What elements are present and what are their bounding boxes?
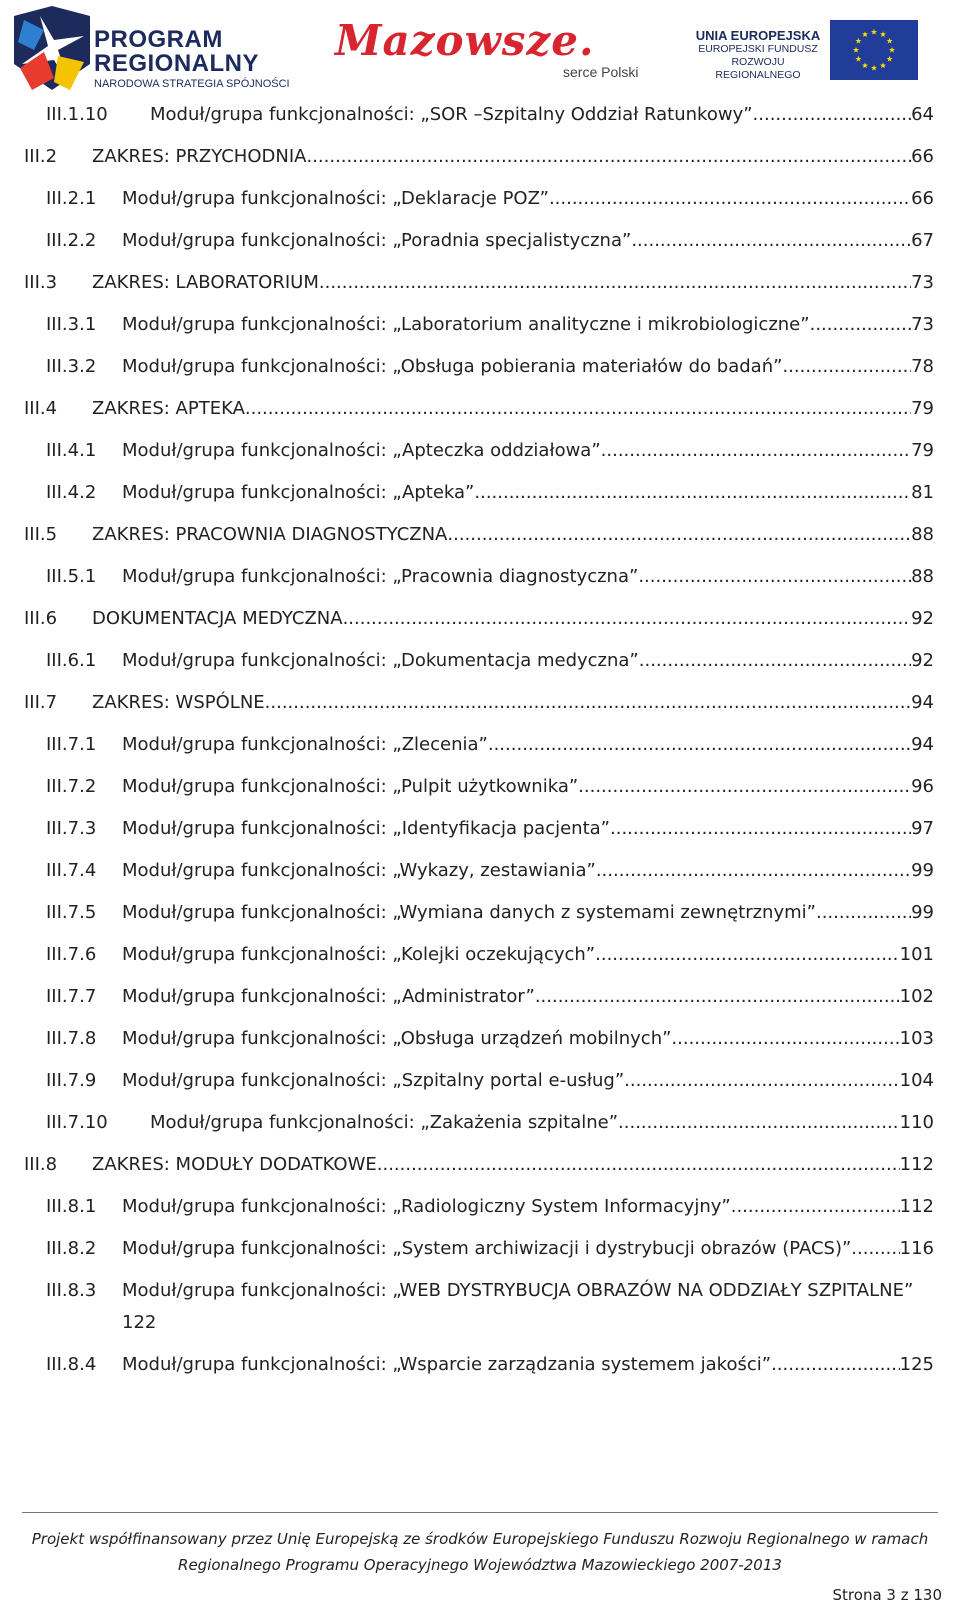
toc-entry[interactable] — [0, 94, 960, 136]
eu-star-icon — [871, 29, 877, 35]
toc-entry-page: 96 — [911, 776, 934, 797]
toc-leader-dots — [265, 682, 911, 724]
toc-entry-title: Moduł/grupa funkcjonalności: „System archiwizacji i dystrybucji obrazów (PACS)” — [122, 1238, 852, 1259]
toc-entry-page: 94 — [911, 692, 934, 713]
toc-leader-dots — [624, 1060, 899, 1102]
toc-entry-title: Moduł/grupa funkcjonalności: „Zlecenia” — [122, 734, 488, 755]
eu-logo-line3: ROZWOJU REGIONALNEGO — [715, 56, 801, 81]
toc-entry-number: III.5 — [24, 524, 58, 545]
toc-entry-number: III.3.2 — [46, 356, 97, 377]
toc-entry-title: Moduł/grupa funkcjonalności: „Wykazy, zestawiania” — [122, 860, 596, 881]
toc-leader-dots — [578, 766, 911, 808]
toc-entry[interactable] — [0, 1344, 960, 1386]
toc-entry-title: Moduł/grupa funkcjonalności: „SOR –Szpitalny Oddział Ratunkowy” — [150, 104, 753, 125]
toc-leader-dots — [343, 598, 912, 640]
program-logo-line2: REGIONALNY — [94, 50, 260, 77]
eu-logo-line2: EUROPEJSKI FUNDUSZ — [698, 43, 818, 55]
toc-entry-page: 79 — [911, 398, 934, 419]
toc-entry-number: III.6.1 — [46, 650, 97, 671]
toc-entry-page: 92 — [911, 650, 934, 671]
toc-entry-title: ZAKRES: WSPÓLNE — [92, 692, 265, 713]
toc-entry-title: Moduł/grupa funkcjonalności: „Wsparcie zarządzania systemem jakości” — [122, 1354, 772, 1375]
toc-entry-page: 112 — [899, 1154, 934, 1175]
toc-entry-title: ZAKRES: MODUŁY DODATKOWE — [92, 1154, 377, 1175]
toc-entry-page: 110 — [899, 1112, 934, 1133]
toc-entry-title: Moduł/grupa funkcjonalności: „Deklaracje POZ” — [122, 188, 549, 209]
page-header — [0, 0, 960, 92]
toc-leader-dots — [851, 1228, 899, 1270]
toc-entry[interactable] — [0, 598, 960, 640]
toc-entry[interactable] — [0, 430, 960, 472]
toc-entry[interactable] — [0, 1102, 960, 1144]
eu-star-icon — [853, 47, 859, 53]
toc-entry-page: 92 — [911, 608, 934, 629]
toc-entry-page: 103 — [899, 1028, 934, 1049]
toc-entry-title: Moduł/grupa funkcjonalności: „Laboratorium analityczne i mikrobiologiczne” — [122, 314, 810, 335]
eu-star-icon — [855, 56, 861, 62]
toc-entry-number: III.7.6 — [46, 944, 97, 965]
toc-entry-title: Moduł/grupa funkcjonalności: „Apteczka oddziałowa” — [122, 440, 601, 461]
toc-entry-title: Moduł/grupa funkcjonalności: „Szpitalny portal e-usług” — [122, 1070, 625, 1091]
toc-entry[interactable] — [0, 1228, 960, 1270]
toc-entry-title: Moduł/grupa funkcjonalności: „Pulpit użytkownika” — [122, 776, 579, 797]
footer-text — [0, 1526, 960, 1578]
eu-star-icon — [887, 38, 893, 44]
toc-leader-dots — [782, 346, 911, 388]
toc-entry[interactable] — [0, 346, 960, 388]
toc-entry-title: Moduł/grupa funkcjonalności: „Obsługa urządzeń mobilnych” — [122, 1028, 672, 1049]
toc-entry[interactable] — [0, 304, 960, 346]
toc-entry-title: Moduł/grupa funkcjonalności: „Obsługa pobierania materiałów do badań” — [122, 356, 783, 377]
toc-leader-dots — [535, 976, 900, 1018]
toc-entry-title: ZAKRES: PRACOWNIA DIAGNOSTYCZNA — [92, 524, 448, 545]
toc-entry-page: 79 — [911, 440, 934, 461]
toc-entry[interactable] — [0, 220, 960, 262]
toc-entry[interactable] — [0, 808, 960, 850]
toc-entry-page: 99 — [911, 860, 934, 881]
toc-entry-title: Moduł/grupa funkcjonalności: „Pracownia diagnostyczna” — [122, 566, 639, 587]
eu-star-icon — [887, 56, 893, 62]
toc-leader-dots — [596, 850, 911, 892]
table-of-contents — [0, 94, 960, 1386]
toc-entry-title: Moduł/grupa funkcjonalności: „Wymiana danych z systemami zewnętrznymi” — [122, 902, 816, 923]
toc-entry-title: Moduł/grupa funkcjonalności: „Poradnia specjalistyczna” — [122, 230, 632, 251]
toc-leader-dots — [771, 1344, 900, 1386]
toc-entry-number: III.2 — [24, 146, 58, 167]
eu-star-icon — [855, 38, 861, 44]
toc-leader-dots — [671, 1018, 899, 1060]
toc-entry-page: 122 — [122, 1312, 157, 1333]
toc-leader-dots — [549, 178, 911, 220]
eu-logo-text — [688, 28, 828, 82]
toc-leader-dots — [377, 1144, 900, 1186]
eu-star-icon — [862, 31, 868, 37]
toc-entry-number: III.4 — [24, 398, 58, 419]
toc-leader-dots — [447, 514, 911, 556]
toc-entry[interactable] — [0, 976, 960, 1018]
toc-entry-number: III.3.1 — [46, 314, 97, 335]
mazowsze-tagline: serce Polski — [563, 64, 639, 80]
toc-entry[interactable] — [0, 1186, 960, 1228]
toc-entry-number: III.8.1 — [46, 1196, 97, 1217]
toc-entry-number: III.5.1 — [46, 566, 97, 587]
toc-leader-dots — [306, 136, 911, 178]
toc-entry-page: 112 — [899, 1196, 934, 1217]
toc-entry-number: III.7.5 — [46, 902, 97, 923]
star-emblem-icon — [14, 6, 90, 90]
toc-leader-dots — [601, 430, 911, 472]
toc-entry[interactable] — [0, 472, 960, 514]
eu-star-icon — [871, 65, 877, 71]
toc-entry-number: III.7.8 — [46, 1028, 97, 1049]
program-logo-line3: NARODOWA STRATEGIA SPÓJNOŚCI — [94, 78, 290, 90]
toc-leader-dots — [816, 892, 911, 934]
toc-entry-title: ZAKRES: APTEKA — [92, 398, 245, 419]
toc-entry-title: Moduł/grupa funkcjonalności: „Radiologiczny System Informacyjny” — [122, 1196, 731, 1217]
toc-entry-number: III.6 — [24, 608, 58, 629]
toc-entry-page: 73 — [911, 314, 934, 335]
toc-entry-page: 81 — [911, 482, 934, 503]
toc-entry[interactable] — [0, 640, 960, 682]
toc-entry[interactable] — [0, 178, 960, 220]
toc-leader-dots — [618, 1102, 900, 1144]
toc-entry-title: Moduł/grupa funkcjonalności: „WEB DYSTRYBUCJA OBRAZÓW NA ODDZIAŁY SZPITALNE” — [122, 1280, 914, 1301]
toc-entry-page: 116 — [899, 1238, 934, 1259]
toc-entry-page: 88 — [911, 566, 934, 587]
footer-divider — [22, 1512, 938, 1513]
toc-entry-title: Moduł/grupa funkcjonalności: „Apteka” — [122, 482, 475, 503]
toc-entry[interactable] — [0, 388, 960, 430]
toc-leader-dots — [810, 304, 912, 346]
toc-entry-page: 78 — [911, 356, 934, 377]
toc-entry-page: 64 — [911, 104, 934, 125]
toc-leader-dots — [639, 640, 911, 682]
toc-entry[interactable] — [0, 136, 960, 178]
toc-entry-title: Moduł/grupa funkcjonalności: „Dokumentacja medyczna” — [122, 650, 639, 671]
toc-entry-number: III.3 — [24, 272, 58, 293]
footer-line1: Projekt współfinansowany przez Unię Europejską ze środków Europejskiego Funduszu Rozwoju Regionalnego w ramach — [31, 1530, 929, 1548]
toc-entry-number: III.7.4 — [46, 860, 97, 881]
eu-logo-line1: UNIA EUROPEJSKA — [695, 28, 821, 43]
toc-entry-title: DOKUMENTACJA MEDYCZNA — [92, 608, 343, 629]
toc-entry-number: III.7.3 — [46, 818, 97, 839]
toc-entry-page: 102 — [899, 986, 934, 1007]
toc-entry[interactable] — [0, 850, 960, 892]
eu-flag-icon — [830, 20, 918, 80]
toc-entry-page: 101 — [899, 944, 934, 965]
toc-entry-page: 94 — [911, 734, 934, 755]
toc-entry[interactable] — [0, 556, 960, 598]
toc-leader-dots — [610, 808, 911, 850]
toc-leader-dots — [731, 1186, 900, 1228]
toc-entry-page: 88 — [911, 524, 934, 545]
toc-entry[interactable] — [0, 766, 960, 808]
eu-star-icon — [880, 62, 886, 68]
toc-entry-title: Moduł/grupa funkcjonalności: „Identyfikacja pacjenta” — [122, 818, 611, 839]
toc-entry-page: 66 — [911, 146, 934, 167]
toc-entry[interactable] — [0, 682, 960, 724]
toc-entry[interactable] — [0, 262, 960, 304]
eu-star-icon — [880, 31, 886, 37]
toc-entry-number: III.7 — [24, 692, 58, 713]
toc-entry[interactable] — [0, 934, 960, 976]
toc-leader-dots — [488, 724, 911, 766]
toc-entry-number: III.7.1 — [46, 734, 97, 755]
toc-entry-page: 66 — [911, 188, 934, 209]
toc-leader-dots — [319, 262, 911, 304]
toc-entry[interactable] — [0, 724, 960, 766]
mazowsze-wordmark: Mazowsze. — [335, 16, 595, 65]
toc-entry-title: ZAKRES: LABORATORIUM — [92, 272, 319, 293]
toc-entry[interactable] — [0, 1060, 960, 1102]
toc-entry-page: 67 — [911, 230, 934, 251]
eu-star-icon — [862, 62, 868, 68]
toc-entry-number: III.4.1 — [46, 440, 97, 461]
toc-entry-number: III.8.4 — [46, 1354, 97, 1375]
toc-entry-title: Moduł/grupa funkcjonalności: „Zakażenia szpitalne” — [150, 1112, 619, 1133]
mazowsze-logo — [335, 16, 639, 88]
toc-entry-page: 97 — [911, 818, 934, 839]
toc-entry-title: ZAKRES: PRZYCHODNIA — [92, 146, 307, 167]
toc-entry-number: III.4.2 — [46, 482, 97, 503]
program-regionalny-logo — [14, 6, 304, 90]
eu-logo — [688, 18, 928, 84]
toc-leader-dots — [753, 94, 912, 136]
toc-entry-number: III.7.10 — [46, 1112, 108, 1133]
footer-line2: Regionalnego Programu Operacyjnego Województwa Mazowieckiego 2007-2013 — [178, 1556, 782, 1574]
toc-entry-page: 73 — [911, 272, 934, 293]
toc-entry[interactable] — [0, 892, 960, 934]
toc-entry-number: III.8.3 — [46, 1280, 97, 1301]
page-number: Strona 3 z 130 — [832, 1586, 942, 1604]
toc-entry-number: III.7.2 — [46, 776, 97, 797]
toc-entry[interactable] — [0, 1018, 960, 1060]
toc-entry-number: III.2.2 — [46, 230, 97, 251]
toc-entry-page: 99 — [911, 902, 934, 923]
toc-entry-number: III.8.2 — [46, 1238, 97, 1259]
toc-leader-dots — [474, 472, 911, 514]
toc-leader-dots — [245, 388, 911, 430]
program-logo-line1: PROGRAM — [94, 26, 223, 53]
toc-entry[interactable] — [0, 514, 960, 556]
toc-entry-page: 104 — [899, 1070, 934, 1091]
toc-entry-number: III.7.7 — [46, 986, 97, 1007]
toc-entry-number: III.8 — [24, 1154, 58, 1175]
toc-entry-number: III.1.10 — [46, 104, 108, 125]
toc-leader-dots — [631, 220, 911, 262]
eu-star-icon — [889, 47, 895, 53]
toc-entry[interactable] — [0, 1144, 960, 1186]
toc-entry-number: III.7.9 — [46, 1070, 97, 1091]
toc-entry-page: 125 — [899, 1354, 934, 1375]
toc-entry-number: III.2.1 — [46, 188, 97, 209]
toc-leader-dots — [595, 934, 900, 976]
toc-leader-dots — [638, 556, 911, 598]
toc-entry-title: Moduł/grupa funkcjonalności: „Administrator” — [122, 986, 535, 1007]
toc-entry[interactable] — [0, 1270, 960, 1344]
toc-entry-title: Moduł/grupa funkcjonalności: „Kolejki oczekujących” — [122, 944, 596, 965]
